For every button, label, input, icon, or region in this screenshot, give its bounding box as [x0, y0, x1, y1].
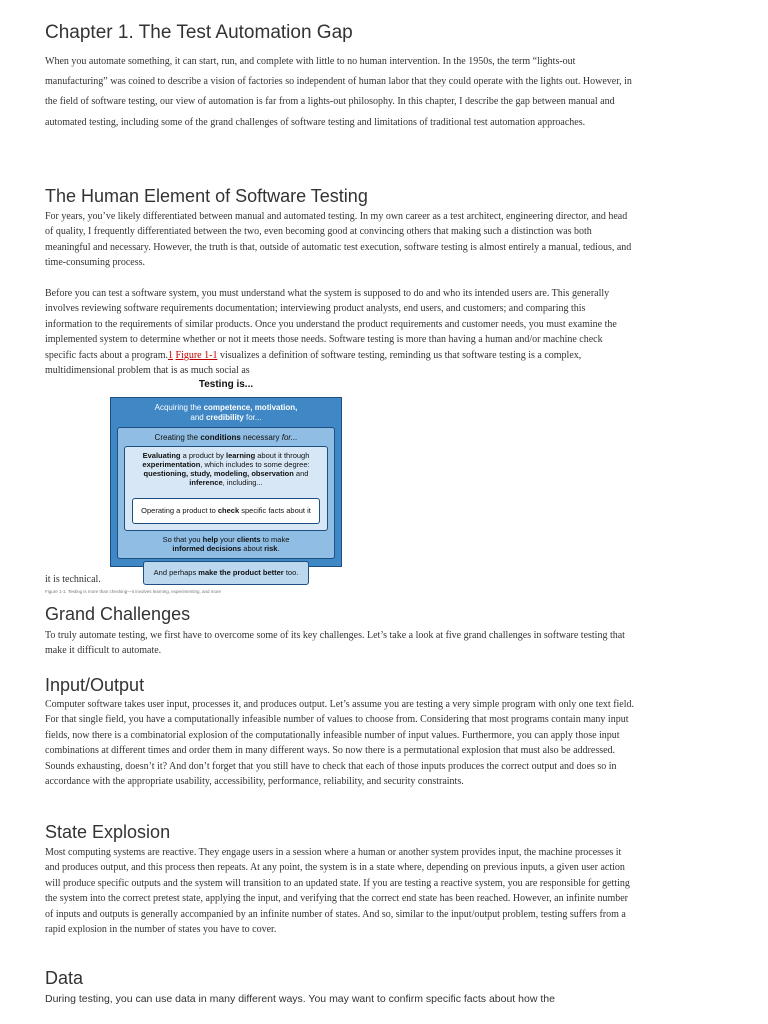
figure-box-better-text: And perhaps make the product better too.: [153, 568, 299, 577]
human-element-paragraph-2: [45, 286, 635, 378]
section-heading-data: Data: [45, 968, 84, 988]
figure-box-operating: [132, 498, 320, 524]
section-heading-grand-challenges: Grand Challenges: [45, 604, 191, 624]
grand-challenges-paragraph: To truly automate testing, we first have to overcome some of its key challenges. Let’s take a look at five grand challenges in software testing that make it difficult to automate.: [45, 630, 625, 657]
data-paragraph: During testing, you can use data in many different ways. You may want to confirm specific facts about how the: [45, 993, 555, 1005]
paragraph-2-tail: it is technical.: [45, 574, 101, 585]
state-explosion-paragraph: Most computing systems are reactive. They engage users in a session where a human or another system provides input, the machine processes it and produces output, and this process then repeats. At any point, the system is in a state where, depending on previous inputs, a given user action will produce specific outputs and the system will transition to an updated state. If you are testing a reactive system, you are responsible for getting the system into the correct pretest state, applying the input, and verifying that the correct end state has been reached. However, an infinite number of inputs and outputs is generally accompanied by an infinite number of states. And so, similar to the input/output problem, testing suffers from a rapid explosion in the number of states you have to cover.: [45, 847, 630, 936]
figure-box-competence: [110, 397, 342, 567]
input-output-paragraph: Computer software takes user input, processes it, and produces output. Let’s assume you are testing a very simple program with only one text field. For that single field, you have a computationally infeasible number of values to choose from. Considering that most programs contain many input fields, now there is a combinatorial explosion of the computationally infeasible number of input values. Furthermore, you can apply those input combinations at different times and order them in many different ways. So now there is a permutational explosion that must also be addressed. Sounds exhausting, doesn’t it? And don’t forget that you still have to check that each of those inputs produces the correct output and does so in accordance with the appropriate usability, accessibility, performance, reliability, and security constraints.: [45, 699, 635, 788]
section-heading-input-output: Input/Output: [45, 675, 145, 695]
figure-box-evaluating-text: Evaluating a product by learning about it through experimentation, which includes to some degree: questioning, study, modeling, observation and inference, including...: [142, 451, 310, 487]
figure-box-conditions-text: Creating the conditions necessary for...: [154, 433, 298, 442]
paragraph-2-text-cont: visualizes a definition of software testing, reminding us that software testing is a complex, multidimensional problem that is as much social as: [45, 349, 582, 377]
figure-box-help-text: So that you help your clients to make informed decisions about risk.: [162, 535, 290, 553]
figure-box-operating-text: Operating a product to check specific facts about it: [141, 506, 311, 515]
figure-box-better: [143, 561, 309, 585]
figure-box-evaluating: [124, 446, 328, 531]
figure-box-conditions: [117, 427, 335, 559]
section-heading-state-explosion: State Explosion: [45, 822, 171, 842]
intro-paragraph: When you automate something, it can start, run, and complete with little to no human intervention. In the 1950s, the term “lights-out manufacturing” was coined to describe a vision of factories so independent of human labor that they could operate with the lights out. However, in the field of software testing, our view of automation is far from a lights-out philosophy. In this chapter, I describe the gap between manual and automated testing, including some of the grand challenges of software testing and limitations of traditional test automation approaches.: [45, 56, 632, 128]
testing-is-figure: [110, 379, 342, 589]
paragraph-2-text: Before you can test a software system, you must understand what the system is supposed to do and who its intended users are. This generally involves reviewing software requirements documentation; interviewing product analysts, end users, and customers; and comparing this information to the requirements of similar products. Once you understand the product requirements and customer needs, you must examine the implemented system to determine whether or not it meets those needs. Software testing is more than having a human and/or machine check specific facts about a program.: [45, 288, 617, 361]
chapter-title: Chapter 1. The Test Automation Gap: [45, 22, 353, 43]
figure-1-1-link[interactable]: Figure 1-1: [175, 349, 218, 361]
human-element-paragraph-1: For years, you’ve likely differentiated between manual and automated testing. In my own career as a test architect, engineering director, and head of quality, I frequently differentiated between the two, even becoming good at convincing others that making such a distinction was both meaningful and necessary. However, the truth is that, outside of automatic test execution, software testing is almost entirely a manual, tedious, and time-consuming process.: [45, 211, 632, 269]
footnote-ref-link[interactable]: 1: [168, 349, 174, 361]
figure-caption: Figure 1-1. Testing is more than checking—it involves learning, experimenting, and more: [45, 589, 222, 594]
figure-box-competence-text: Acquiring the competence, motivation, and credibility for...: [154, 403, 298, 422]
figure-title: Testing is...: [198, 379, 254, 390]
section-heading-human-element: The Human Element of Software Testing: [45, 186, 368, 206]
